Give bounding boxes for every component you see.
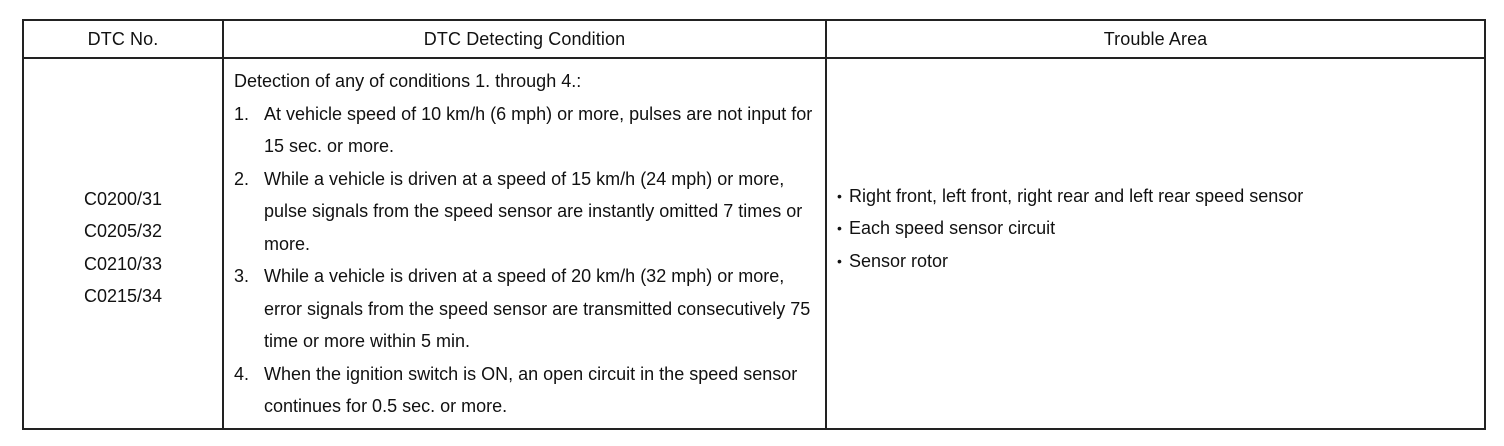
trouble-area-item [837,245,1484,278]
dtc-code-list [24,175,222,313]
table-row [23,58,1485,429]
trouble-area-list [827,180,1484,308]
dtc-codes-cell [23,58,223,429]
detecting-condition-cell [223,58,826,429]
trouble-area-text: Sensor rotor [849,250,949,271]
condition-intro: Detection of any of conditions 1. through 4.: [234,71,582,91]
condition-text: When the ignition switch is ON, an open circuit in the speed sensor continues for 0.5 sec. or more. [264,363,798,416]
condition-item [234,260,817,358]
header-trouble-area: Trouble Area [826,20,1485,58]
dtc-code: C0210/33 [83,253,163,274]
header-detecting-condition: DTC Detecting Condition [223,20,826,58]
dtc-code: C0205/32 [83,221,163,241]
dtc-table [22,19,1486,430]
header-row [23,20,1485,58]
condition-number: 1. [234,103,250,124]
condition-text: While a vehicle is driven at a speed of 20 km/h (32 mph) or more, error signals from the speed sensor are transmitted consecutively 75 time or more within 5 min. [264,266,811,351]
condition-text: While a vehicle is driven at a speed of 15 km/h (24 mph) or more, pulse signals from the speed sensor are instantly omitted 7 times or more. [264,168,803,254]
condition-item [234,163,817,261]
bullet-icon: • [837,252,842,269]
trouble-area-cell [826,58,1485,429]
trouble-area-item [837,180,1484,213]
condition-item [234,358,817,423]
trouble-area-text: Each speed sensor circuit [849,218,1056,239]
condition-item [234,98,817,163]
condition-number: 4. [234,363,250,384]
trouble-area-item [837,212,1484,245]
bullet-icon: • [837,187,842,204]
dtc-code: C0200/31 [83,188,163,209]
condition-number: 3. [234,266,250,286]
trouble-area-text: Right front, left front, right rear and left rear speed sensor [849,185,1304,206]
bullet-icon: • [837,220,842,237]
condition-text: At vehicle speed of 10 km/h (6 mph) or more, pulses are not input for 15 sec. or more. [264,103,813,156]
dtc-code: C0215/34 [83,286,163,306]
header-dtc-no: DTC No. [23,20,223,58]
condition-number: 2. [234,168,250,189]
condition-list [234,98,817,423]
